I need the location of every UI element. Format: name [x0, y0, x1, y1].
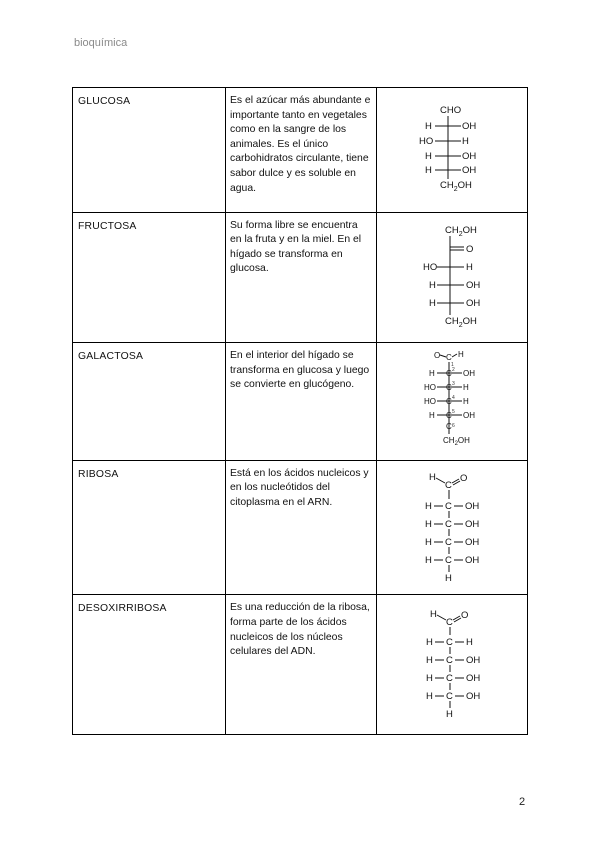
- carbon-number: 5: [452, 409, 455, 416]
- sugar-description: Su forma libre se encuentra en la fruta y en la miel. En el hígado se transforma en glucosa.: [230, 219, 362, 275]
- formula-left-2: H: [426, 655, 433, 667]
- description-cell: [226, 343, 377, 461]
- carbon: C: [446, 422, 452, 432]
- sugar-description: En el interior del hígado se transforma en glucosa y luego se convierte en glucógeno.: [230, 350, 370, 391]
- formula-right-3: OH: [465, 536, 480, 548]
- galactose-formula: [377, 343, 527, 454]
- table-row: [73, 460, 528, 595]
- description-cell: [226, 460, 377, 595]
- formula-top-right: H: [458, 350, 464, 360]
- name-cell: [73, 212, 226, 343]
- formula-top: $CH_2OH$: [445, 224, 477, 238]
- formula-right-2: OH: [466, 655, 481, 667]
- formula-top-left: O: [434, 351, 441, 361]
- ribose-formula: [377, 461, 527, 589]
- sugar-name: GLUCOSA: [78, 96, 131, 107]
- description-cell: [226, 595, 377, 735]
- formula-top: CHO: [440, 105, 462, 116]
- carbon: C: [446, 673, 453, 685]
- formula-top-o: O: [460, 472, 468, 484]
- sugar-description: Es una reducción de la ribosa, forma parte de los ácidos nucleicos de los núcleos celulares del ADN.: [230, 602, 370, 658]
- deoxyribose-formula: [377, 595, 527, 728]
- formula-bottom: $CH_2OH$: [440, 180, 472, 193]
- carbon: C: [445, 536, 452, 548]
- formula-left-1: H: [425, 121, 432, 132]
- sugar-description: Es el azúcar más abundante e importante tanto en vegetales como en la sangre de los animales. Es el único carbohidratos circulante, tiene sabor dulce y es soluble en agua.: [230, 95, 371, 194]
- name-cell: [73, 595, 226, 735]
- formula-left-2: HO: [424, 383, 436, 393]
- formula-right-4: OH: [465, 554, 480, 566]
- carbon: C: [445, 554, 452, 566]
- formula-right-3: OH: [466, 297, 481, 309]
- formula-left-4: H: [425, 554, 432, 566]
- formula-left-1: HO: [423, 261, 438, 273]
- carbon: C: [445, 500, 452, 512]
- description-cell: [226, 212, 377, 343]
- carbon: C: [446, 637, 453, 649]
- formula-right-2: OH: [465, 518, 480, 530]
- formula-top-c: C: [446, 353, 452, 363]
- description-cell: [226, 88, 377, 213]
- formula-right-3: OH: [466, 673, 481, 685]
- fructose-formula: [377, 213, 527, 337]
- formula-right-2: H: [463, 383, 469, 393]
- formula-right-2: H: [462, 136, 469, 147]
- carbon: C: [446, 655, 453, 667]
- carbon-number: 4: [452, 395, 455, 402]
- formula-left-3: HO: [424, 397, 436, 407]
- formula-left-3: H: [425, 151, 432, 162]
- formula-bottom: H: [445, 572, 452, 584]
- formula-cell: [377, 595, 528, 735]
- carbon: C: [446, 397, 452, 407]
- formula-ketone: O: [466, 243, 474, 255]
- formula-right-1: H: [466, 637, 473, 649]
- header-title: bioquímica: [74, 37, 128, 49]
- sugars-table: [72, 87, 528, 735]
- table-row: [73, 595, 528, 735]
- formula-top-h: H: [430, 609, 437, 621]
- formula-cell: [377, 88, 528, 213]
- formula-top-c: C: [445, 479, 452, 491]
- formula-cell: [377, 343, 528, 461]
- formula-left-1: H: [425, 500, 432, 512]
- page-number: 2: [519, 796, 526, 808]
- carbon-number: 6: [452, 423, 455, 430]
- formula-cell: [377, 460, 528, 595]
- table-row: [73, 212, 528, 343]
- formula-left-1: H: [429, 369, 435, 379]
- carbon: C: [445, 518, 452, 530]
- formula-left-2: H: [425, 518, 432, 530]
- formula-right-1: OH: [463, 369, 475, 379]
- name-cell: [73, 343, 226, 461]
- carbon: C: [446, 369, 452, 379]
- carbon: C: [446, 411, 452, 421]
- sugar-description: Está en los ácidos nucleicos y en los nucleótidos del citoplasma en el ARN.: [230, 467, 369, 508]
- formula-bottom: $CH_2OH$: [443, 436, 470, 448]
- formula-right-1: OH: [465, 500, 480, 512]
- formula-left-1: H: [426, 637, 433, 649]
- name-cell: [73, 88, 226, 213]
- formula-bottom: $CH_2OH$: [445, 315, 477, 329]
- name-cell: [73, 460, 226, 595]
- formula-left-4: H: [426, 691, 433, 703]
- table-row: [73, 343, 528, 461]
- formula-right-1: H: [466, 261, 473, 273]
- formula-left-3: H: [425, 536, 432, 548]
- formula-left-3: H: [429, 297, 436, 309]
- carbon-number: 1: [451, 362, 454, 369]
- formula-bottom: H: [446, 709, 453, 721]
- formula-left-4: H: [429, 411, 435, 421]
- formula-cell: [377, 212, 528, 343]
- sugar-name: RIBOSA: [78, 468, 119, 480]
- formula-right-4: OH: [463, 411, 475, 421]
- sugar-name: GALACTOSA: [78, 351, 144, 363]
- formula-top-h: H: [429, 471, 436, 483]
- carbon-number: 2: [452, 367, 455, 374]
- glucose-formula: [377, 88, 527, 206]
- formula-right-4: OH: [466, 691, 481, 703]
- formula-right-4: OH: [462, 165, 477, 176]
- table-row: [73, 88, 528, 213]
- formula-left-4: H: [425, 165, 432, 176]
- formula-top-o: O: [461, 610, 469, 622]
- sugar-name: DESOXIRRIBOSA: [78, 603, 167, 615]
- formula-left-2: H: [429, 279, 436, 291]
- carbon-number: 3: [452, 381, 455, 388]
- formula-left-3: H: [426, 673, 433, 685]
- carbon: C: [446, 691, 453, 703]
- formula-right-2: OH: [466, 279, 481, 291]
- carbon: C: [446, 383, 452, 393]
- formula-top-c: C: [446, 617, 453, 629]
- formula-right-3: OH: [462, 151, 477, 162]
- sugar-name: FRUCTOSA: [78, 220, 137, 232]
- formula-right-1: OH: [462, 121, 477, 132]
- formula-left-2: HO: [419, 136, 434, 147]
- formula-right-3: H: [463, 397, 469, 407]
